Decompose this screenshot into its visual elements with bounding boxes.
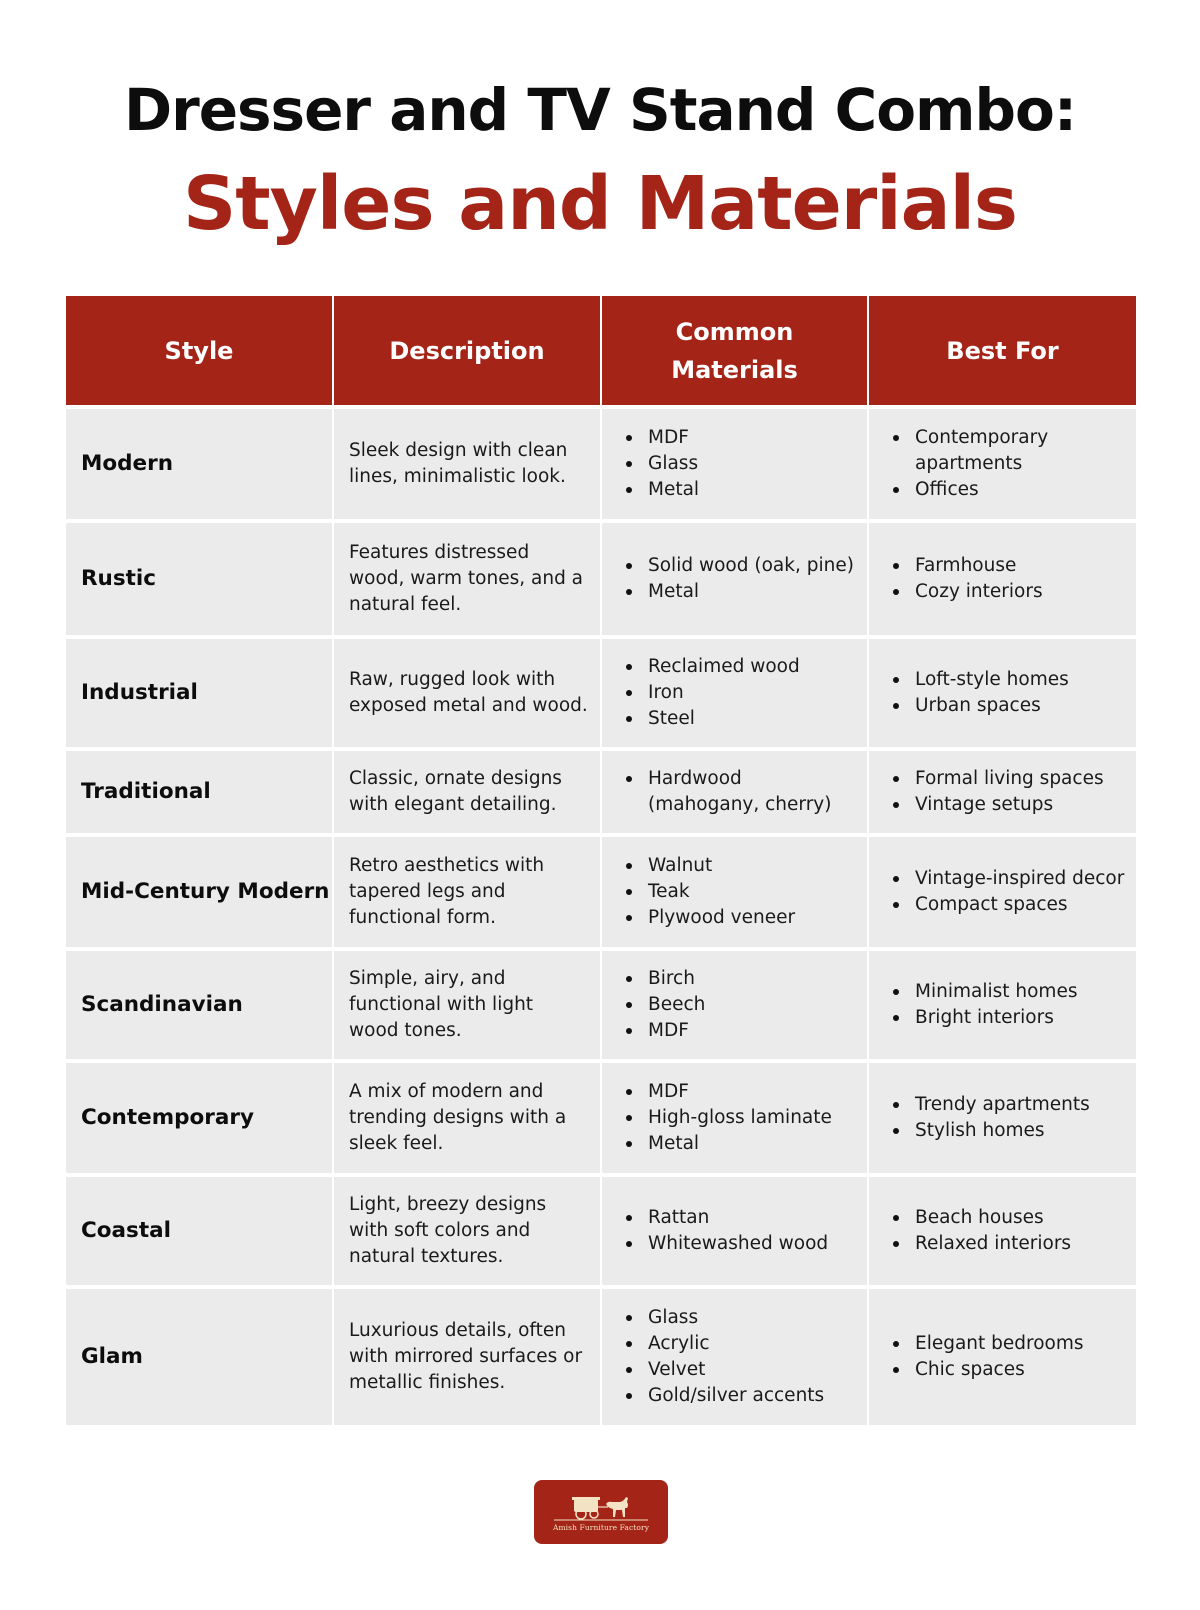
best-for-item: Chic spaces [915, 1357, 1084, 1383]
materials-list [602, 553, 864, 605]
title-line-1: Dresser and TV Stand Combo: [123, 76, 1077, 144]
best-for-cell [869, 1063, 1136, 1173]
best-for-list [869, 1331, 1094, 1383]
materials-cell [602, 1289, 869, 1425]
table-row [66, 1059, 1136, 1173]
material-item: High-gloss laminate [648, 1105, 832, 1131]
material-item: Velvet [648, 1357, 824, 1383]
table-row [66, 833, 1136, 947]
best-for-list [869, 667, 1079, 719]
table-row [66, 947, 1136, 1059]
material-item: Glass [648, 1305, 824, 1331]
best-for-item: Contemporary apartments [915, 425, 1126, 477]
best-for-item: Cozy interiors [915, 579, 1043, 605]
best-for-cell [869, 751, 1136, 833]
table-row [66, 519, 1136, 635]
materials-list [602, 1305, 834, 1409]
materials-cell [602, 523, 869, 635]
description-cell [334, 1177, 602, 1285]
best-for-cell [869, 1289, 1136, 1425]
best-for-cell [869, 409, 1136, 519]
header-description: Description [334, 296, 602, 405]
material-item: MDF [648, 1079, 832, 1105]
material-item: Glass [648, 451, 699, 477]
best-for-item: Minimalist homes [915, 979, 1077, 1005]
style-name: Coastal [81, 1218, 172, 1243]
material-item: MDF [648, 425, 699, 451]
best-for-cell [869, 951, 1136, 1059]
title-line-2: Styles and Materials [183, 161, 1017, 247]
best-for-list [869, 1205, 1081, 1257]
materials-list [602, 654, 810, 732]
best-for-list [869, 979, 1087, 1031]
best-for-item: Offices [915, 477, 1126, 503]
material-item: Metal [648, 477, 699, 503]
material-item: Solid wood (oak, pine) [648, 553, 854, 579]
best-for-cell [869, 1177, 1136, 1285]
description-cell [334, 1063, 602, 1173]
materials-cell [602, 951, 869, 1059]
style-name: Rustic [81, 566, 157, 591]
materials-cell [602, 837, 869, 947]
materials-list [602, 1079, 842, 1157]
table-row [66, 1173, 1136, 1285]
material-item: Metal [648, 1131, 832, 1157]
material-item: Iron [648, 680, 800, 706]
materials-cell [602, 751, 869, 833]
material-item: Steel [648, 706, 800, 732]
material-item: Teak [648, 879, 795, 905]
material-item: Birch [648, 966, 705, 992]
material-item: Reclaimed wood [648, 654, 800, 680]
material-item: Plywood veneer [648, 905, 795, 931]
description-cell [334, 523, 602, 635]
description-text: Luxurious details, often with mirrored surfaces or metallic finishes. [349, 1320, 583, 1393]
best-for-item: Relaxed interiors [915, 1231, 1071, 1257]
material-item: Whitewashed wood [648, 1231, 828, 1257]
style-name: Contemporary [81, 1105, 255, 1130]
table-row [66, 635, 1136, 747]
header-best-for: Best For [946, 336, 1059, 365]
material-item: Metal [648, 579, 854, 605]
best-for-item: Trendy apartments [915, 1092, 1090, 1118]
best-for-list [869, 866, 1134, 918]
table-row [66, 1285, 1136, 1425]
style-name: Glam [81, 1344, 143, 1369]
best-for-item: Bright interiors [915, 1005, 1077, 1031]
best-for-item: Loft-style homes [915, 667, 1069, 693]
header-style: Style [66, 296, 334, 405]
best-for-list [869, 1092, 1100, 1144]
description-cell [334, 837, 602, 947]
material-item: Gold/silver accents [648, 1383, 824, 1409]
brand-logo [534, 1480, 668, 1544]
style-name-cell [66, 1063, 334, 1173]
best-for-cell [869, 523, 1136, 635]
style-name-cell [66, 951, 334, 1059]
best-for-item: Formal living spaces [915, 766, 1104, 792]
description-text: Light, breezy designs with soft colors and natural textures. [349, 1194, 547, 1267]
horse-and-buggy-icon [534, 1480, 668, 1544]
material-item: Acrylic [648, 1331, 824, 1357]
materials-list [602, 766, 867, 818]
header-common-materials: Common Materials [602, 296, 869, 405]
materials-cell [602, 1063, 869, 1173]
style-name-cell [66, 639, 334, 747]
style-name-cell [66, 409, 334, 519]
material-item: Walnut [648, 853, 795, 879]
style-name: Scandinavian [81, 992, 243, 1017]
description-text: Sleek design with clean lines, minimalistic look. [349, 440, 568, 487]
materials-list [602, 966, 715, 1044]
material-item: Hardwood (mahogany, cherry) [648, 766, 857, 818]
best-for-cell [869, 837, 1136, 947]
table-header-row [66, 296, 1136, 405]
best-for-list [869, 766, 1114, 818]
description-text: Features distressed wood, warm tones, and a natural feel. [349, 542, 584, 615]
best-for-item: Vintage-inspired decor [915, 866, 1124, 892]
description-text: Classic, ornate designs with elegant detailing. [349, 768, 562, 815]
materials-cell [602, 409, 869, 519]
best-for-item: Farmhouse [915, 553, 1043, 579]
best-for-item: Stylish homes [915, 1118, 1090, 1144]
description-cell [334, 751, 602, 833]
material-item: MDF [648, 1018, 705, 1044]
table-row [66, 405, 1136, 519]
style-name-cell [66, 751, 334, 833]
description-text: A mix of modern and trending designs with a sleek feel. [349, 1081, 567, 1154]
style-name-cell [66, 523, 334, 635]
style-name: Industrial [81, 680, 198, 705]
style-name-cell [66, 1289, 334, 1425]
best-for-item: Elegant bedrooms [915, 1331, 1084, 1357]
description-cell [334, 639, 602, 747]
style-name: Traditional [81, 779, 211, 804]
materials-cell [602, 1177, 869, 1285]
best-for-list [869, 425, 1136, 503]
materials-list [602, 425, 709, 503]
style-name-cell [66, 837, 334, 947]
style-name: Modern [81, 451, 174, 476]
best-for-list [869, 553, 1053, 605]
material-item: Rattan [648, 1205, 828, 1231]
materials-list [602, 1205, 838, 1257]
style-name: Mid-Century Modern [81, 879, 330, 904]
description-cell [334, 1289, 602, 1425]
description-text: Retro aesthetics with tapered legs and functional form. [349, 855, 545, 928]
description-cell [334, 951, 602, 1059]
best-for-item: Beach houses [915, 1205, 1071, 1231]
best-for-item: Urban spaces [915, 693, 1069, 719]
materials-cell [602, 639, 869, 747]
table-row [66, 747, 1136, 833]
materials-list [602, 853, 805, 931]
styles-table [66, 296, 1136, 1425]
best-for-item: Vintage setups [915, 792, 1104, 818]
description-text: Simple, airy, and functional with light wood tones. [349, 968, 534, 1041]
description-text: Raw, rugged look with exposed metal and wood. [349, 669, 588, 716]
material-item: Beech [648, 992, 705, 1018]
best-for-item: Compact spaces [915, 892, 1124, 918]
table-body [66, 405, 1136, 1425]
style-name-cell [66, 1177, 334, 1285]
brand-logo-text: Amish Furniture Factory [552, 1523, 650, 1532]
best-for-cell [869, 639, 1136, 747]
description-cell [334, 409, 602, 519]
page-title [0, 72, 1200, 252]
